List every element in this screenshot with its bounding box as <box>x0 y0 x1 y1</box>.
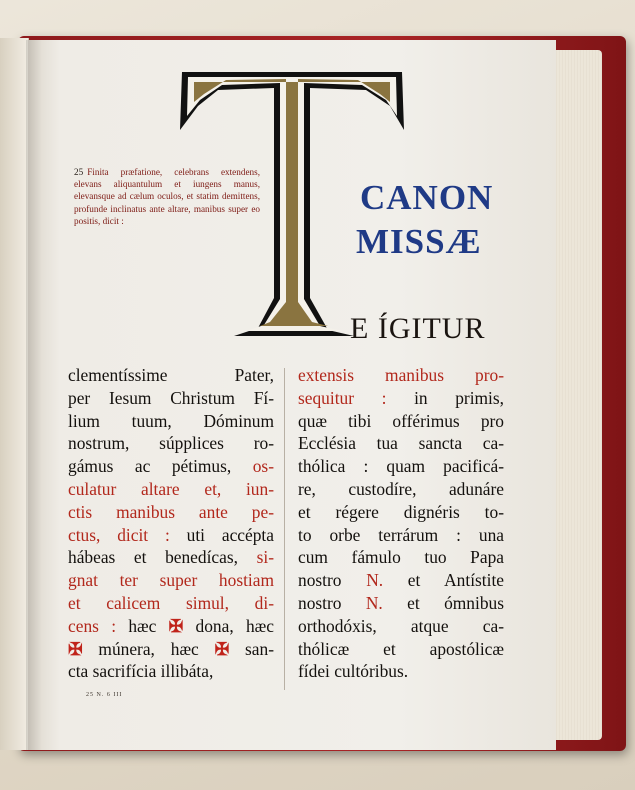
text-line <box>298 364 504 387</box>
rubric-segment: sequitur : <box>298 387 387 408</box>
rubric-segment: N. <box>366 570 384 591</box>
text-segment: et régere dignéris to- <box>298 501 504 522</box>
text-line <box>68 364 274 387</box>
heading-line-canon: CANON <box>360 178 494 217</box>
rubric-segment: gnat ter super hostiam <box>68 570 274 591</box>
text-segment: nostro <box>298 592 366 613</box>
rubric-text: Finita præfatione, celebrans extendens, elevans aliquantulum et iungens manus, elevansque ad cælum oculos, et statim demittens, profunde inclinatus ante altare, manibus super eo positis, dicit : <box>74 167 260 226</box>
incipit-text: E ÍGITUR <box>350 312 486 345</box>
rubric-segment: et calicem simul, di- <box>68 592 274 613</box>
red-cross-icon: ✠ <box>214 638 230 659</box>
text-segment: san- <box>229 638 274 659</box>
text-line <box>298 615 504 638</box>
text-segment: in primis, <box>386 387 504 408</box>
rubric-segment: cens : <box>68 615 117 636</box>
rubric-segment: ctus, dicit : <box>68 524 170 545</box>
text-segment: re, custodíre, adunáre <box>298 478 504 499</box>
text-segment: gámus ac pétimus, <box>68 456 253 477</box>
text-line <box>298 569 504 592</box>
text-segment: cta sacrifícia illibáta, <box>68 661 214 682</box>
text-segment: fídei cultóribus. <box>298 661 409 682</box>
rubric-segment: ctis manibus ante pe- <box>68 501 274 522</box>
text-segment: múnera, hæc <box>82 638 215 659</box>
text-line <box>68 387 274 410</box>
text-line <box>68 592 274 615</box>
text-line <box>68 569 274 592</box>
text-line <box>298 546 504 569</box>
text-line <box>68 638 274 661</box>
rubric-segment: N. <box>365 592 383 613</box>
text-segment: hæc <box>116 615 169 636</box>
text-line <box>298 410 504 433</box>
text-line <box>298 478 504 501</box>
text-line <box>68 501 274 524</box>
section-heading <box>356 176 493 264</box>
text-line <box>68 546 274 569</box>
text-segment: Ecclésia tua sancta ca- <box>298 433 504 454</box>
text-segment: clementíssime Pater, <box>68 365 274 385</box>
text-segment: uti accépta <box>169 524 274 545</box>
heading-line-missae: MISSÆ <box>356 222 482 261</box>
text-line <box>68 615 274 638</box>
text-line <box>298 638 504 661</box>
text-segment: cum fámulo tuo Papa <box>298 547 504 568</box>
red-cross-icon: ✠ <box>168 615 184 636</box>
text-segment: et Antístite <box>383 570 505 591</box>
rubric-number: 25 <box>74 167 84 177</box>
text-line <box>68 660 274 683</box>
rubric-segment: extensis manibus pro- <box>298 365 504 385</box>
text-line <box>68 432 274 455</box>
text-line <box>298 432 504 455</box>
column-divider <box>284 368 285 690</box>
text-line <box>68 455 274 478</box>
text-line <box>298 455 504 478</box>
text-line <box>298 524 504 547</box>
text-column-left <box>68 364 274 683</box>
text-line <box>298 501 504 524</box>
text-segment: thólica : quam pacificá- <box>298 456 504 477</box>
text-line <box>68 478 274 501</box>
red-cross-icon: ✠ <box>68 638 83 659</box>
text-segment: hábeas et benedícas, <box>68 547 257 568</box>
text-segment: quæ tibi offérimus pro <box>298 410 504 431</box>
text-column-right <box>298 364 504 683</box>
text-line <box>298 592 504 615</box>
text-line <box>298 660 504 683</box>
text-segment: nostro <box>298 570 367 591</box>
left-page-edge <box>0 38 29 750</box>
text-segment: dona, hæc <box>183 615 274 636</box>
text-segment: per Iesum Christum Fí- <box>68 387 274 408</box>
rubric-segment: culatur altare et, iun- <box>68 478 274 499</box>
page-signature: 25 N. 6 III <box>86 692 123 698</box>
text-segment: nostrum, súpplices ro- <box>68 433 274 454</box>
text-line <box>298 387 504 410</box>
text-segment: thólicæ et apostólicæ <box>298 638 504 659</box>
text-segment: et ómnibus <box>382 592 504 613</box>
rubric-segment: os- <box>252 456 274 477</box>
text-segment: to orbe terrárum : una <box>298 524 504 545</box>
text-segment: orthodóxis, atque ca- <box>298 615 504 636</box>
rubric-segment: si- <box>256 547 274 568</box>
gutter-shadow <box>26 40 42 750</box>
text-line <box>68 524 274 547</box>
text-line <box>68 410 274 433</box>
text-segment: lium tuum, Dóminum <box>68 410 274 431</box>
